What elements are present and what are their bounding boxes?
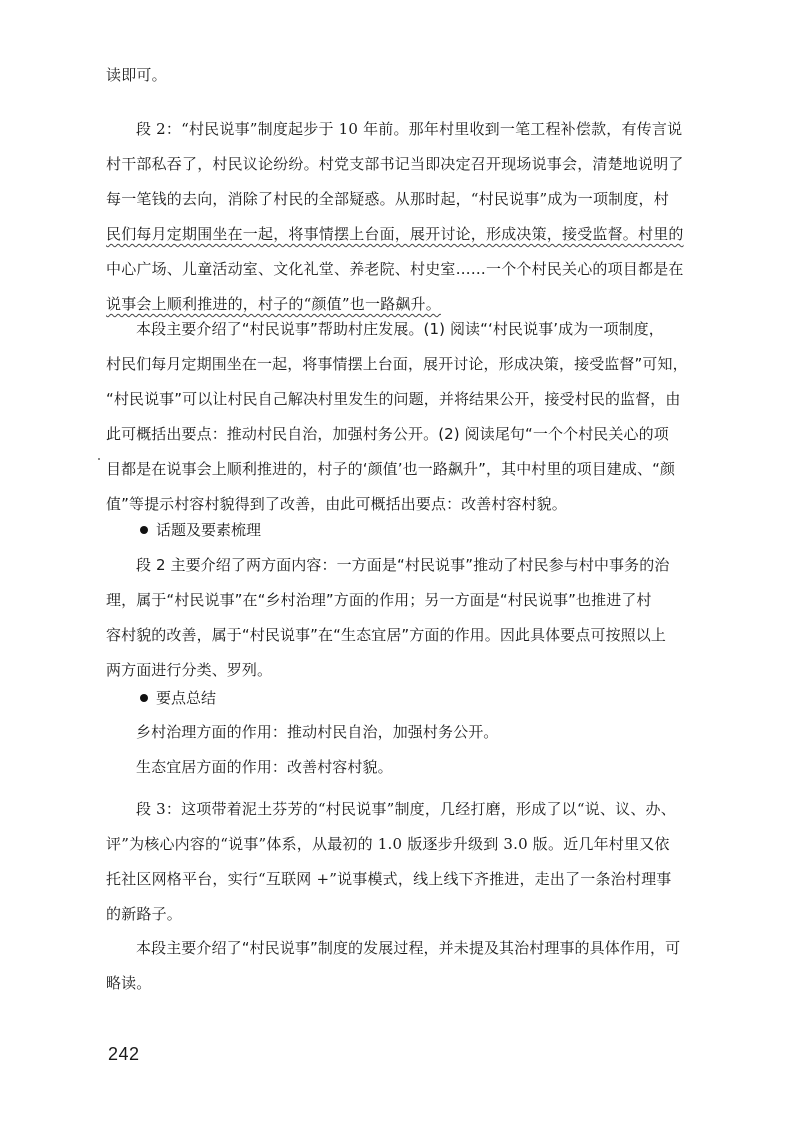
heading-text: 话题及要素梳理 xyxy=(156,521,262,539)
text-line: 容村貌的改善，属于“村民说事”在“生态宜居”方面的作用。因此具体要点可按照以上 xyxy=(106,626,666,644)
underlined-line: 民们每月定期围坐在一起，将事情摆上台面，展开讨论，形成决策，接受监督。村里的 xyxy=(106,225,684,243)
text-line: 村干部私吞了，村民议论纷纷。村党支部书记当即决定召开现场说事会，清楚地说明了 xyxy=(106,155,684,173)
topic-analysis xyxy=(106,548,710,688)
text-line: 理，属于“村民说事”在“乡村治理”方面的作用；另一方面是“村民说事”也推进了村 xyxy=(106,591,652,609)
text-line: 托社区网格平台，实行“互联网 +”说事模式，线上线下齐推进，走出了一条治村理事 xyxy=(106,870,672,888)
text-line: 段 2 主要介绍了两方面内容：一方面是“村民说事”推动了村民参与村中事务的治 xyxy=(136,556,670,574)
analysis-note-1 xyxy=(106,312,710,522)
text-line: 两方面进行分类、罗列。 xyxy=(106,661,273,679)
summary-points xyxy=(106,715,710,785)
text-line: 值”等提示村容村貌得到了改善，由此可概括出要点：改善村容村貌。 xyxy=(106,495,567,513)
page-number: 242 xyxy=(108,1044,140,1064)
text-line: 本段主要介绍了“村民说事”帮助村庄发展。(1) 阅读“‘村民说事’成为一项制度， xyxy=(136,320,664,338)
text-line: 段 2：“村民说事”制度起步于 10 年前。那年村里收到一笔工程补偿款，有传言说 xyxy=(136,120,683,138)
text-line: 村民们每月定期围坐在一起，将事情摆上台面，展开讨论，形成决策，接受监督”可知， xyxy=(106,355,688,373)
section-heading-topic xyxy=(140,518,261,542)
text-line: 每一笔钱的去向，消除了村民的全部疑惑。从那时起，“村民说事”成为一项制度，村 xyxy=(106,190,669,208)
bullet-icon xyxy=(140,694,148,702)
text-line: 评”为核心内容的“说事”体系，从最初的 1.0 版逐步升级到 3.0 版。近几年村里又依 xyxy=(106,835,670,853)
text-line: 中心广场、儿童活动室、文化礼堂、养老院、村史室……一个个村民关心的项目都是在 xyxy=(106,260,684,278)
paragraph-2-quote xyxy=(106,112,710,322)
section-heading-summary xyxy=(140,686,216,710)
text-line: 的新路子。 xyxy=(106,905,183,923)
underlined-line: 说事会上顺利推进的，村子的“颜值”也一路飙升。 xyxy=(106,295,441,313)
text-line: 此可概括出要点：推动村民自治，加强村务公开。(2) 阅读尾句“一个个村民关心的项 xyxy=(106,425,669,443)
heading-text: 要点总结 xyxy=(156,689,217,707)
text-line: “村民说事”可以让村民自己解决村里发生的问题，并将结果公开，接受村民的监督，由 xyxy=(106,390,681,408)
bullet-icon xyxy=(140,526,148,534)
text-line: 目都是在说事会上顺利推进的，村子的‘颜值’也一路飙升”，其中村里的项目建成、“颜 xyxy=(106,460,676,478)
paragraph-3-quote xyxy=(106,792,710,932)
text-line: 读即可。 xyxy=(106,66,167,84)
text-line: 本段主要介绍了“村民说事”制度的发展过程，并未提及其治村理事的具体作用，可 xyxy=(136,939,681,957)
analysis-note-2 xyxy=(106,931,710,1001)
text-line: 乡村治理方面的作用：推动村民自治，加强村务公开。 xyxy=(136,723,499,741)
scan-speck xyxy=(98,458,100,460)
text-line: 略读。 xyxy=(106,974,152,992)
top-fragment xyxy=(106,58,710,93)
text-line: 生态宜居方面的作用：改善村容村貌。 xyxy=(136,758,393,776)
text-line: 段 3：这项带着泥土芬芳的“村民说事”制度，几经打磨，形成了以“说、议、办、 xyxy=(136,800,676,818)
